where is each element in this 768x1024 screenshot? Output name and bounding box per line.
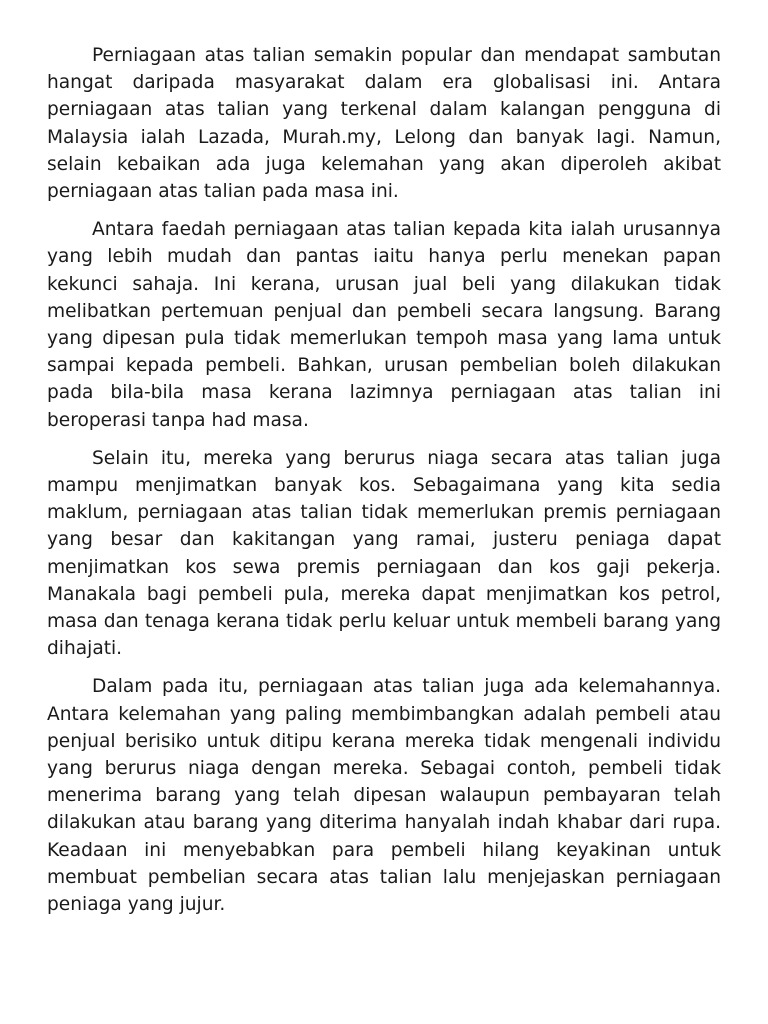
paragraph-introduction: Perniagaan atas talian semakin popular dan mendapat sambutan hangat daripada masyarakat dalam era globalisasi ini. Antara perniagaan atas talian yang terkenal dalam kalangan pengguna di Malaysia ialah Lazada, Murah.my, Lelong dan banyak lagi. Namun, selain kebaikan ada juga kelemahan yang akan diperoleh akibat perniagaan atas talian pada masa ini. [47,45,721,203]
paragraph-advantage-cost-saving: Selain itu, mereka yang berurus niaga secara atas talian juga mampu menjimatkan banyak kos. Sebagaimana yang kita sedia maklum, perniagaan atas talian tidak memerlukan premis perniagaan yang besar dan kakitangan yang ramai, justeru peniaga dapat menjimatkan kos sewa premis perniagaan dan kos gaji pekerja. Manakala bagi pembeli pula, mereka dapat menjimatkan kos petrol, masa dan tenaga kerana tidak perlu keluar untuk membeli barang yang dihajati. [47,447,721,660]
document-page [47,42,721,929]
paragraph-disadvantage-fraud: Dalam pada itu, perniagaan atas talian juga ada kelemahannya. Antara kelemahan yang paling membimbangkan adalah pembeli atau penjual berisiko untuk ditipu kerana mereka tidak mengenali individu yang berurus niaga dengan mereka. Sebagai contoh, pembeli tidak menerima barang yang telah dipesan walaupun pembayaran telah dilakukan atau barang yang diterima hanyalah indah khabar dari rupa. Keadaan ini menyebabkan para pembeli hilang keyakinan untuk membuat pembelian secara atas talian lalu menjejaskan perniagaan peniaga yang jujur. [47,676,721,916]
paragraph-advantage-convenience: Antara faedah perniagaan atas talian kepada kita ialah urusannya yang lebih mudah dan pantas iaitu hanya perlu menekan papan kekunci sahaja. Ini kerana, urusan jual beli yang dilakukan tidak melibatkan pertemuan penjual dan pembeli secara langsung. Barang yang dipesan pula tidak memerlukan tempoh masa yang lama untuk sampai kepada pembeli. Bahkan, urusan pembelian boleh dilakukan pada bila-bila masa kerana lazimnya perniagaan atas talian ini beroperasi tanpa had masa. [47,219,721,431]
